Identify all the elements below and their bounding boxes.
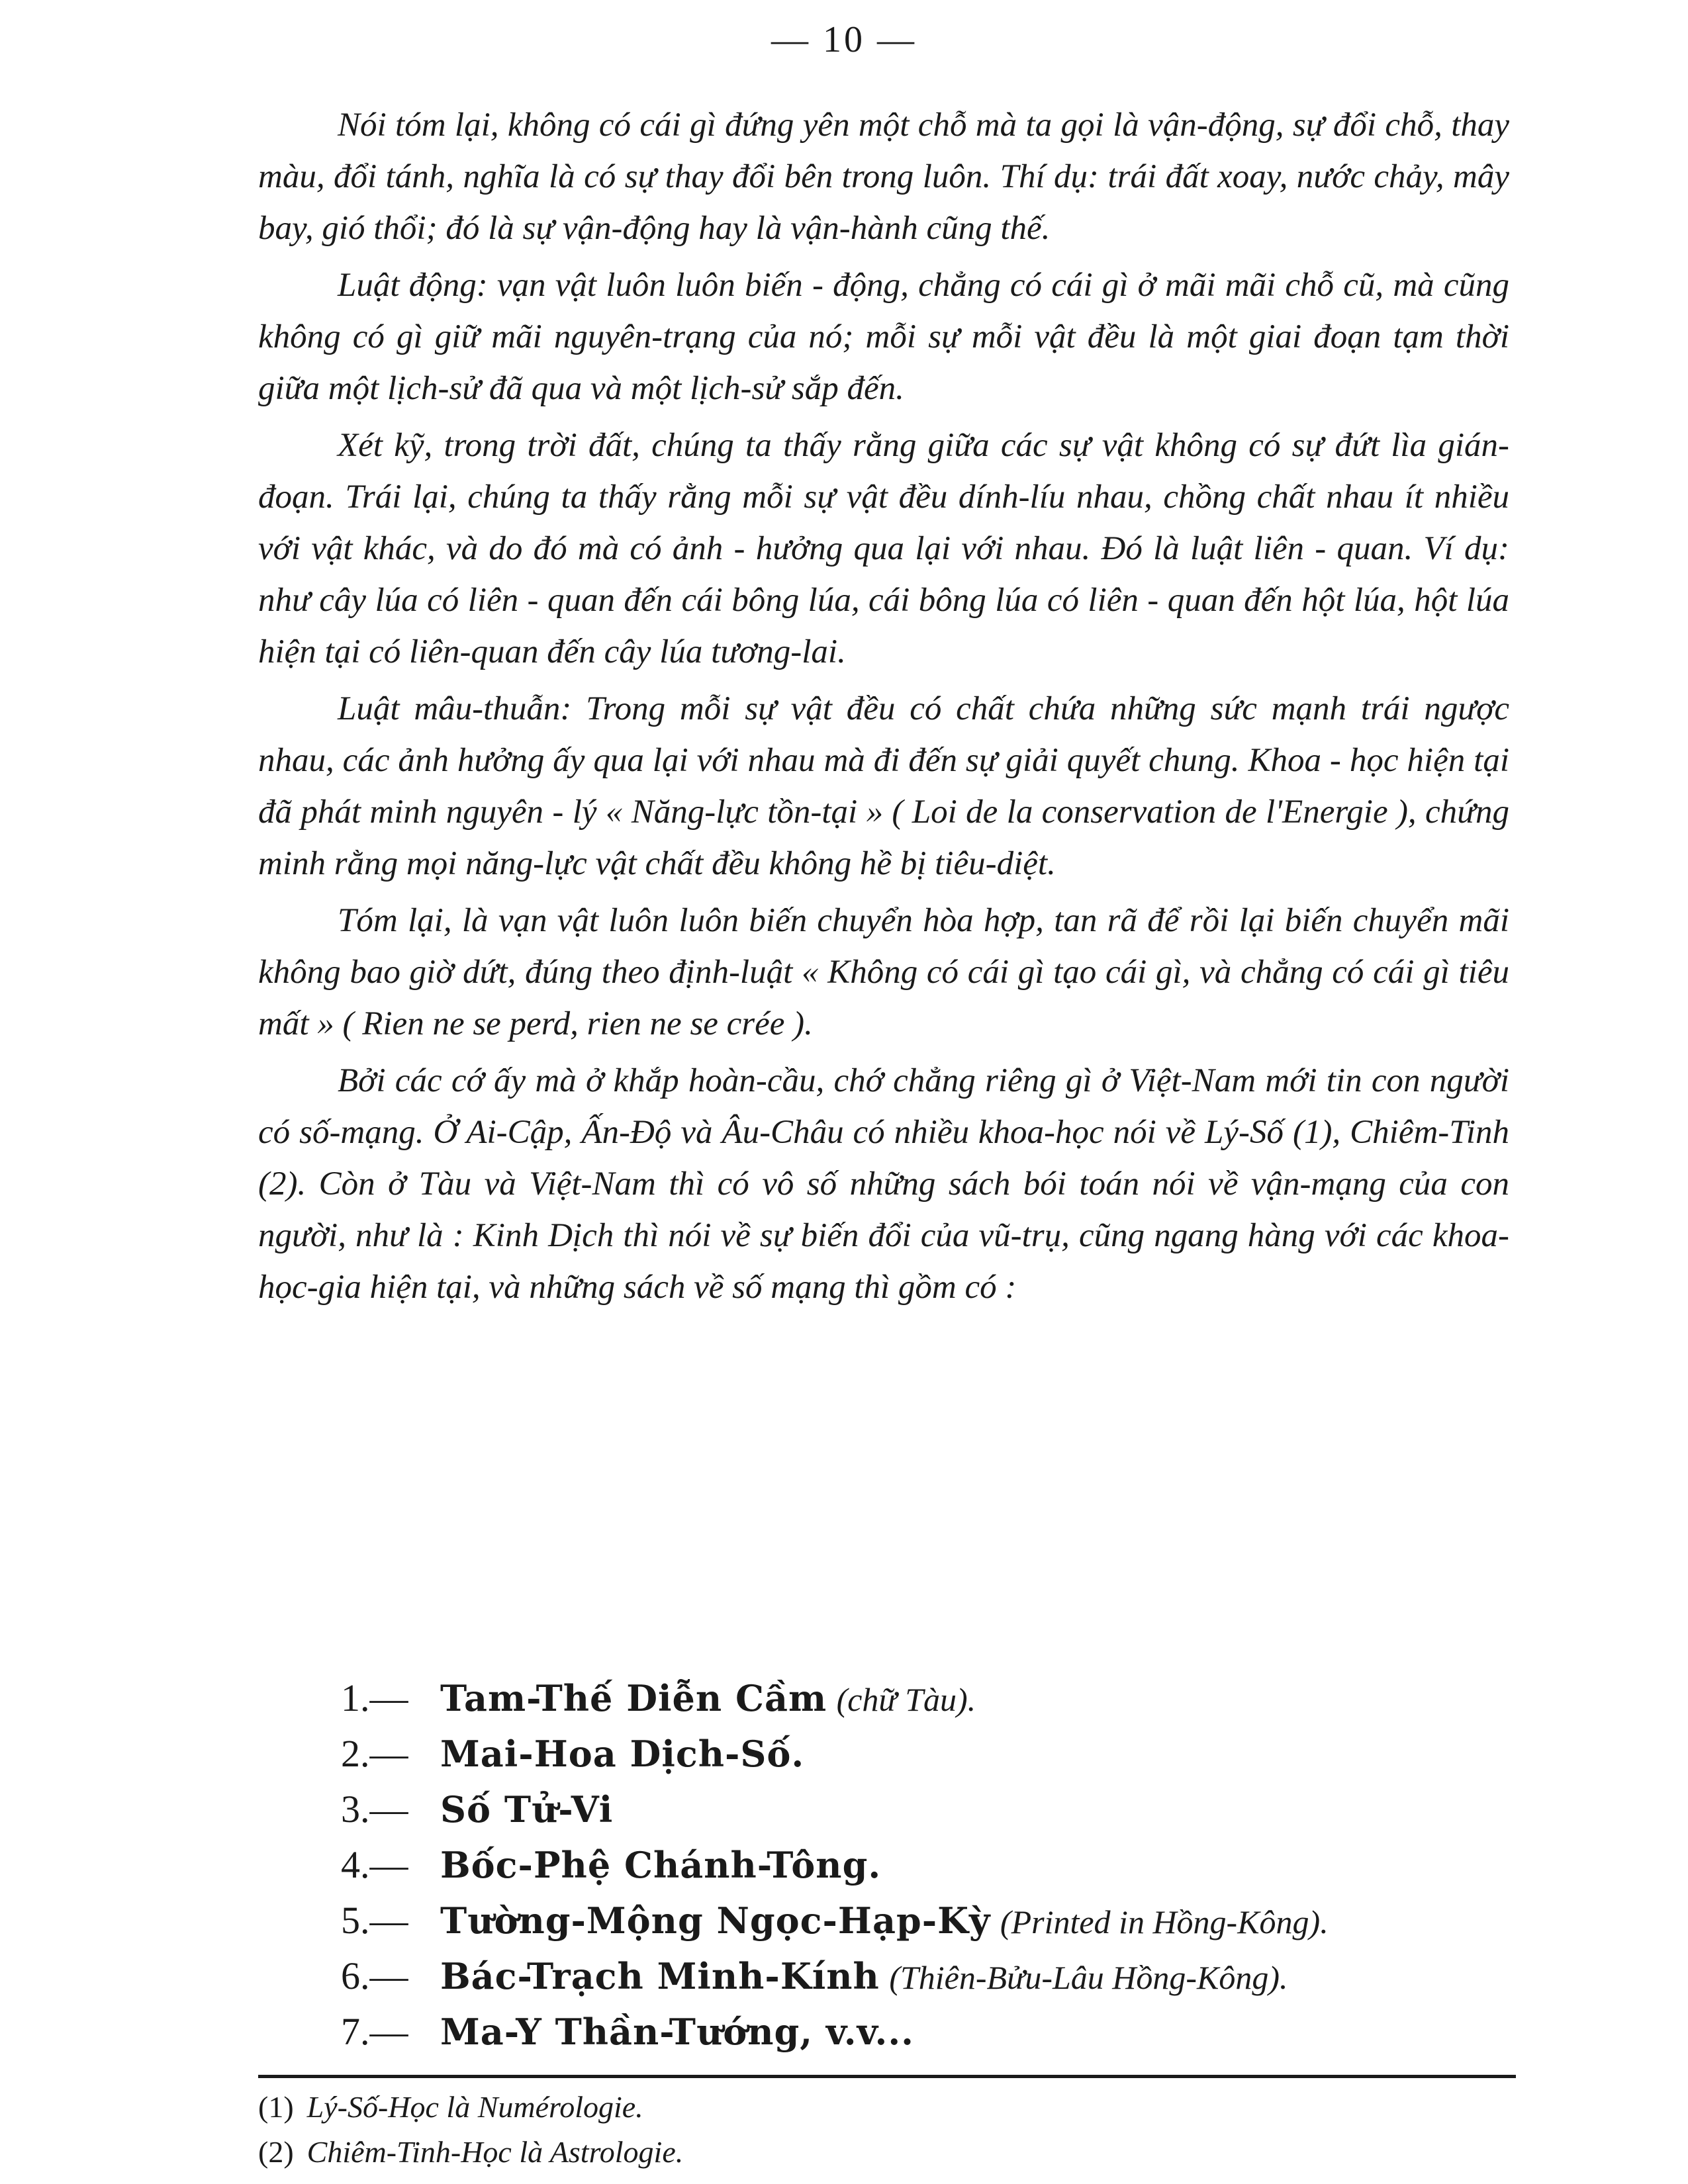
book-title: Số Tử-Vi [440, 1788, 614, 1831]
paragraph-law-of-contradiction: Luật mâu-thuẫn: Trong mỗi sự vật đều có chất chứa những sức mạnh trái ngược nhau, các ảnh hưởng ấy qua lại với nhau mà đi đến sự giải quyết chung. Khoa - học hiện tại đã phát minh nguyên - lý « Năng-lực tồn-tại » ( Loi de la conservation de l'Energie ), chứng minh rằng mọi năng-lực vật chất đều không hề bị tiêu-diệt. [258, 690, 1509, 882]
footnotes [258, 2085, 1509, 2175]
footnote-divider [258, 2075, 1516, 2078]
book-number: 2.— [341, 1732, 408, 1775]
book-item [341, 1782, 1532, 1838]
page-number: — 10 — [771, 19, 917, 60]
paragraph-law-of-relation: Xét kỹ, trong trời đất, chúng ta thấy rằng giữa các sự vật không có sự đứt lìa gián-đoạn. Trái lại, chúng ta thấy rằng mỗi sự vật đều dính-líu nhau, chồng chất nhau ít nhiều với vật khác, và do đó mà có ảnh - hưởng qua lại với nhau. Đó là luật liên - quan. Ví dụ: như cây lúa có liên - quan đến cái bông lúa, cái bông lúa có liên - quan đến hột lúa, hột lúa hiện tại có liên-quan đến cây lúa tương-lai. [258, 427, 1509, 670]
footnote-item [258, 2085, 1509, 2130]
book-title: Ma-Y Thần-Tướng, v.v... [440, 2011, 914, 2053]
book-number: 7.— [341, 2010, 408, 2053]
book-number: 1.— [341, 1676, 408, 1719]
paragraph-destiny-books: Bởi các cớ ấy mà ở khắp hoàn-cầu, chớ chẳng riêng gì ở Việt-Nam mới tin con người có số-mạng. Ở Ai-Cập, Ấn-Độ và Âu-Châu có nhiều khoa-học nói về Lý-Số (1), Chiêm-Tinh (2). Còn ở Tàu và Việt-Nam thì có vô số những sách bói toán nói về vận-mạng của con người, như là : Kinh Dịch thì nói về sự biến đổi của vũ-trụ, cũng ngang hàng với các khoa-học-gia hiện tại, và những sách về số mạng thì gồm có : [258, 1062, 1509, 1306]
book-note: (Printed in Hồng-Kông). [1000, 1903, 1329, 1940]
book-item [341, 1838, 1532, 1893]
footnote-item [258, 2130, 1509, 2175]
book-title: Tam-Thế Diễn Cầm [440, 1677, 827, 1719]
book-item [341, 1949, 1532, 2005]
paragraph-law-of-motion: Luật động: vạn vật luôn luôn biến - động, chẳng có cái gì ở mãi mãi chỗ cũ, mà cũng không có gì giữ mãi nguyên-trạng của nó; mỗi sự mỗi vật đều là một giai đoạn tạm thời giữa một lịch-sử đã qua và một lịch-sử sắp đến. [258, 267, 1509, 407]
paragraph-motion: Nói tóm lại, không có cái gì đứng yên một chỗ mà ta gọi là vận-động, sự đổi chỗ, thay màu, đổi tánh, nghĩa là có sự thay đổi bên trong luôn. Thí dụ: trái đất xoay, nước chảy, mây bay, gió thổi; đó là sự vận-động hay là vận-hành cũng thế. [258, 107, 1509, 247]
book-title: Mai-Hoa Dịch-Số. [440, 1733, 805, 1775]
book-title: Tường-Mộng Ngọc-Hạp-Kỳ [440, 1899, 991, 1942]
book-item [341, 1893, 1532, 1949]
footnote-text: Lý-Số-Học là Numérologie. [306, 2090, 643, 2124]
book-note: (chữ Tàu). [836, 1681, 976, 1718]
book-note: (Thiên-Bửu-Lâu Hồng-Kông). [889, 1959, 1288, 1996]
book-item [341, 2005, 1532, 2060]
body-text [258, 99, 1509, 1318]
paragraph-summary: Tóm lại, là vạn vật luôn luôn biến chuyển hòa hợp, tan rã để rồi lại biến chuyển mãi không bao giờ dứt, đúng theo định-luật « Không có cái gì tạo cái gì, và chẳng có cái gì tiêu mất » ( Rien ne se perd, rien ne se crée ). [258, 902, 1509, 1042]
book-number: 4.— [341, 1843, 408, 1886]
book-title: Bác-Trạch Minh-Kính [440, 1955, 880, 1997]
book-item [341, 1727, 1532, 1782]
book-list [341, 1671, 1532, 2060]
book-number: 5.— [341, 1899, 408, 1942]
book-number: 3.— [341, 1788, 408, 1831]
book-item [341, 1671, 1532, 1727]
book-title: Bốc-Phệ Chánh-Tông. [440, 1844, 882, 1886]
footnote-mark: (2) [258, 2135, 294, 2169]
footnote-text: Chiêm-Tinh-Học là Astrologie. [306, 2135, 684, 2169]
book-number: 6.— [341, 1954, 408, 1997]
footnote-mark: (1) [258, 2090, 294, 2124]
